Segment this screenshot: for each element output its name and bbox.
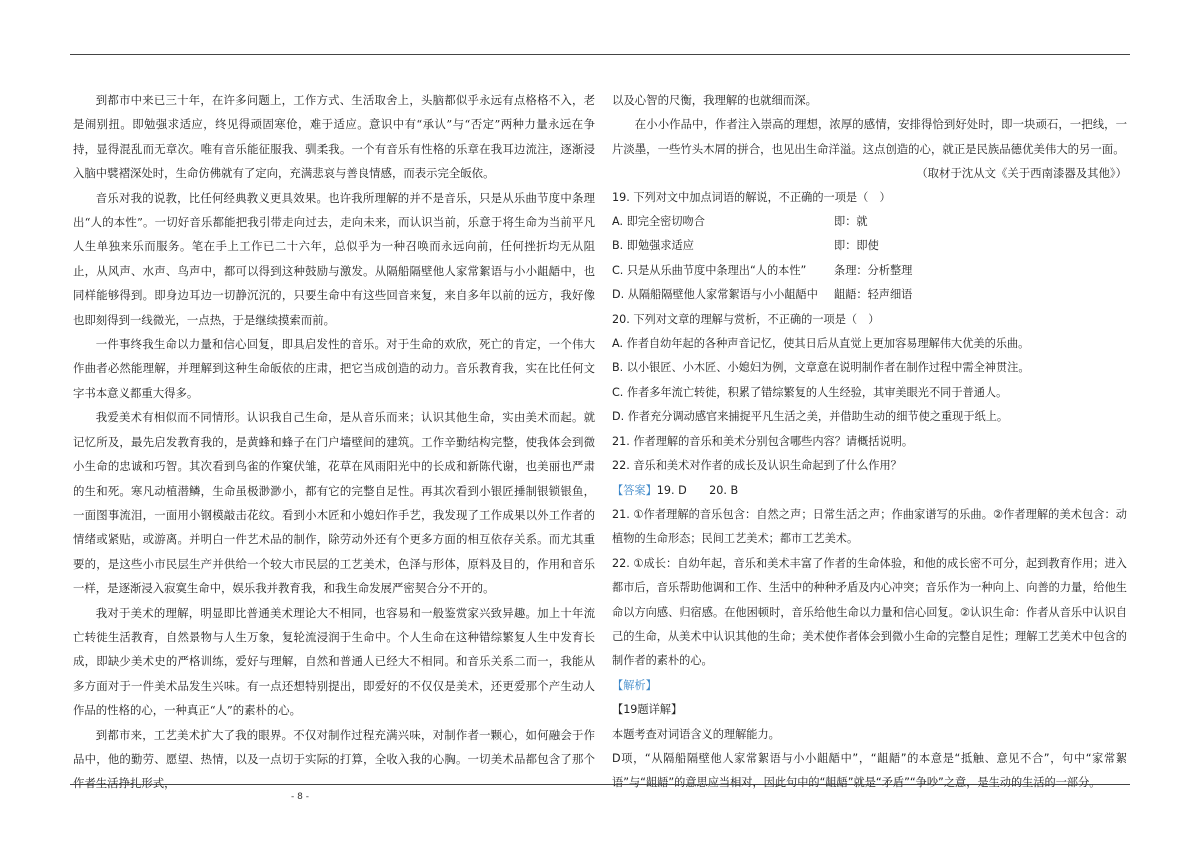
answer-22: 22. ①成长：自幼年起，音乐和美术丰富了作者的生命体验，和他的成长密不可分，起到教育作用；进入都市后，音乐帮助他调和工作、生活中的种种矛盾及内心冲突；音乐作为一种向上、向善的力量，给他生命以方向感、归宿感。在他困顿时，音乐给他生命以力量和信心回复。②认识生命：作者从音乐中认识自己的生命，从美术中认识其他的生命；美术使作者体会到微小生命的完整自足性；理解工艺美术中包含的制作者的素朴的心。 — [612, 556, 1127, 668]
question-20-stem: 20. 下列对文章的理解与赏析，不正确的一项是（ ） — [612, 312, 880, 326]
q19-option-a-meaning: 即：就 — [834, 215, 868, 229]
paragraph-7: 在小小作品中，作者注入崇高的理想，浓厚的感情，安排得恰到好处时，即一块顽石，一把线，一片淡墨，一些竹头木屑的拼合，也见出生命洋溢。这点创造的心，就正是民族品德优美伟大的另一面。 — [612, 117, 1127, 156]
paragraph-1: 到都市中来已三十年，在许多问题上，工作方式、生活取舍上，头脑都似乎永远有点格格不入，老是闹别扭。即勉强求适应，终见得顽固寒伧，难于适应。意识中有“承认”与“否定”两种力量永远在争持，显得混乱而无章次。唯有音乐能征服我、驯柔我。一个有音乐有性格的乐章在我耳边流注，逐渐浸入脑中襞褶深处时，生命仿佛就有了定向，充满悲哀与善良情感，而表示完全皈依。 — [73, 93, 595, 181]
answer-line — [612, 479, 1127, 503]
paragraph-3: 一件事终我生命以力量和信心回复，即具启发性的音乐。对于生命的欢欣，死亡的肯定，一个伟大作曲者必然能理解，并理解到这种生命皈依的庄肃，把它当成创造的动力。音乐教育我，实在比任何文字书本意义都重大得多。 — [73, 337, 595, 400]
q20-option-c: C. 作者多年流亡转徙，积累了错综繁复的人生经验，其审美眼光不同于普通人。 — [612, 385, 1008, 399]
q19-option-a-text: A. 即完全密切吻合 — [612, 215, 705, 229]
page-number: - 8 - — [291, 792, 309, 802]
footer-rule — [70, 784, 1130, 785]
q19-option-c-text: C. 只是从乐曲节度中条理出“人的本性” — [612, 263, 807, 277]
answer-21: 21. ①作者理解的音乐包含：自然之声；日常生活之声；作曲家谱写的乐曲。②作者理解的美术包含：动植物的生命形态；民间工艺美术；都市工艺美术。 — [612, 507, 1127, 546]
q20-option-a: A. 作者自幼年起的各种声音记忆，使其日后从直觉上更加容易理解伟大优美的乐曲。 — [612, 337, 1030, 351]
answer-tag: 【答案】 — [612, 483, 657, 497]
detail-intro: 本题考查对词语含义的理解能力。 — [612, 727, 780, 741]
continuation-text: 以及心智的尺衡，我理解的也就细而深。 — [612, 93, 818, 107]
q19-option-d-meaning: 龃龉：轻声细语 — [834, 288, 913, 302]
q20-option-d: D. 作者充分调动感官来捕捉平凡生活之美，并借助生动的细节使之重现于纸上。 — [612, 410, 1009, 424]
question-19-stem: 19. 下列对文中加点词语的解说，不正确的一项是（ ） — [612, 190, 891, 204]
question-21: 21. 作者理解的音乐和美术分别包含哪些内容？请概括说明。 — [612, 434, 914, 448]
q19-option-a — [612, 210, 1127, 234]
q19-option-d-text: D. 从隔船隔壁他人家常絮语与小小龃龉中 — [612, 288, 818, 302]
paragraph-4: 我爱美术有相似而不同情形。认识我自己生命，是从音乐而来；认识其他生命，实由美术而起。就记忆所及，最先启发教育我的，是黄蜂和蜂子在门户墙壁间的建筑。工作辛勤结构完整，使我体会到微小生命的忠诚和巧智。其次看到鸟雀的作窠伏雏，花草在风雨阳光中的长成和新陈代谢，也美丽也严肃的生和死。寒凡动植潜鳞，生命虽极渺渺小，都有它的完整自足性。再其次看到小银匠捶制银锁银鱼，一面图事流泪，一面用小钢模敲击花纹。看到小木匠和小媳妇作手艺，我发现了工作成果以外工作者的情绪或紧贴，或游离。并明白一件艺术品的制作，除劳动外还有个更多方面的相互依存关系。而尤其重要的，是这些小市民层生产并供给一个较大市民层的工艺美术，色泽与形体，原料及目的，作用和音乐一样，是逐渐浸入寂寞生命中，娱乐我并教育我，和我生命发展严密契合分不开的。 — [73, 410, 595, 596]
q19-option-b — [612, 234, 1127, 258]
header-rule — [70, 54, 1130, 55]
analysis-tag: 【解析】 — [612, 678, 657, 692]
q20-option-b: B. 以小银匠、小木匠、小媳妇为例，文章意在说明制作者在制作过程中需全神贯注。 — [612, 361, 1030, 375]
detail-title: 【19题详解】 — [612, 703, 683, 717]
q19-option-c — [612, 259, 1127, 283]
detail-text: D项，“从隔船隔壁他人家常絮语与小小龃龉中”，“龃龉”的本意是“抵触、意见不合”，句中“家常絮语”与“龃龉”的意思应当相对，因此句中的“龃龉”就是“矛盾”“争吵”之意，是生动的生活的一部分。 — [612, 751, 1127, 790]
left-column — [73, 88, 595, 796]
q19-option-b-text: B. 即勉强求适应 — [612, 239, 694, 253]
paragraph-6: 到都市来，工艺美术扩大了我的眼界。不仅对制作过程充满兴味，对制作者一颗心，如何融会于作品中，他的勤劳、愿望、热情，以及一点切于实际的打算，全收入我的心胸。一切美术品都包含了那个作者生活挣扎形式， — [73, 727, 595, 791]
paragraph-5: 我对于美术的理解，明显即比普通美术理论大不相同，也容易和一般鉴赏家兴致异趣。加上十年流亡转徙生活教育，自然景物与人生万象，复轮流浸润于生命中。个人生命在这种错综繁复人生中发育长成，即缺少美术史的严格训练，爱好与理解，自然和普通人已经大不相同。和音乐关系二而一，我能从多方面对于一件美术品发生兴味。有一点还想特别提出，即爱好的不仅仅是美术，还更爱那个产生动人作品的性格的心，一种真正“人”的素朴的心。 — [73, 605, 595, 718]
question-22: 22. 音乐和美术对作者的成长及认识生命起到了什么作用？ — [612, 459, 902, 473]
source-citation: （取材于沈从文《关于西南漆器及其他》） — [916, 166, 1127, 181]
q19-option-d — [612, 283, 1127, 307]
right-column — [612, 88, 1127, 796]
q19-option-b-meaning: 即：即使 — [834, 239, 879, 253]
answer-text: 19. D 20. B — [656, 483, 739, 497]
paragraph-2: 音乐对我的说教，比任何经典教义更具效果。也许我所理解的并不是音乐，只是从乐曲节度中条理出“人的本性”。一切好音乐都能把我引带走向过去，走向未来，而认识当前，乐意于将生命为当前平凡人生单独来乐而服务。笔在手上工作已二十六年，总似乎为一种召唤而永远向前，任何挫折均无从阻止，从风声、水声、鸟声中，都可以得到这种鼓励与激发。从隔船隔壁他人家常絮语与小小龃龉中，也同样能够得到。即身边耳边一切静沉沉的，只要生命中有这些回音来复，来自多年以前的远方，我好像也即刻得到一线微光，一点热，于是继续摸索而前。 — [73, 190, 595, 327]
q19-option-c-meaning: 条理：分析整理 — [834, 263, 913, 277]
